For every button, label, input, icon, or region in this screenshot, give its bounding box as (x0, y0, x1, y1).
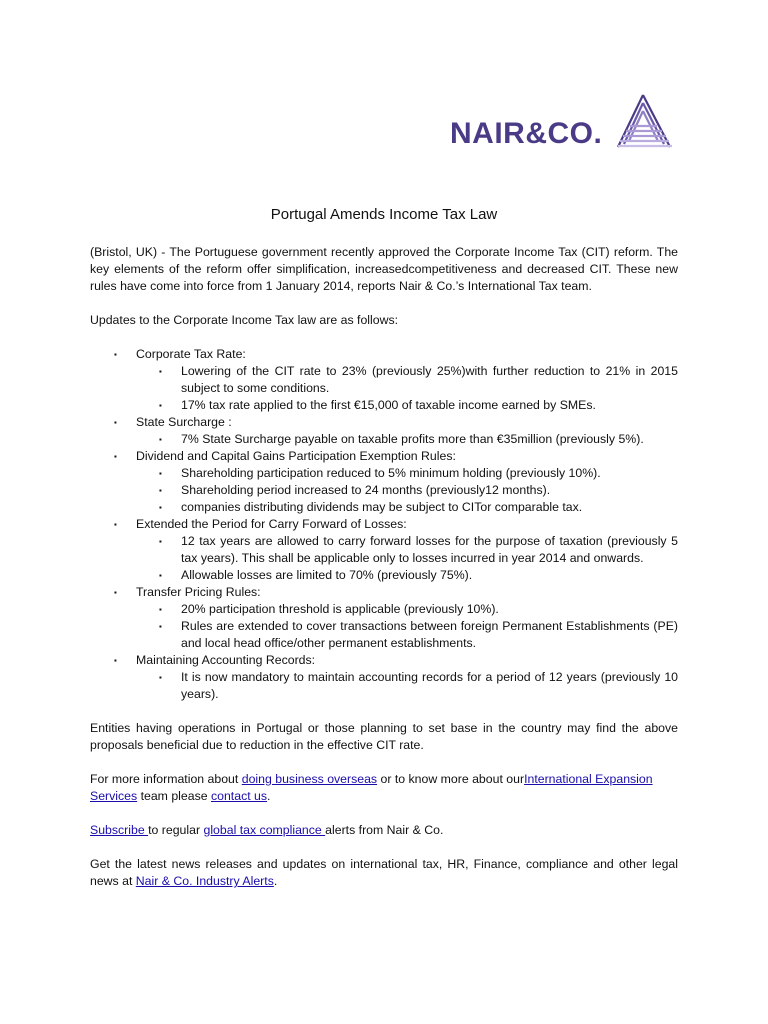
company-logo (450, 88, 690, 158)
square-bullet-icon: ▪ (159, 571, 162, 580)
list-item (136, 669, 678, 703)
more-info-paragraph (90, 771, 678, 805)
sub-item-text: Shareholding period increased to 24 months (previously12 months). (181, 483, 551, 497)
square-bullet-icon: ▪ (159, 367, 162, 376)
intro-paragraph: (Bristol, UK) - The Portuguese government recently approved the Corporate Income Tax (CIT) reform. The key elements of the reform offer simplification, increasedcompetitiveness and decreased CIT. These new rules have come into force from 1 January 2014, reports Nair & Co.’s International Tax team. (90, 245, 678, 293)
list-item (136, 618, 678, 652)
sub-list (136, 601, 678, 652)
list-item (90, 516, 678, 584)
square-bullet-icon: ▪ (114, 588, 117, 597)
sub-item-text: 20% participation threshold is applicable (previously 10%). (181, 602, 499, 616)
list-item (136, 499, 678, 516)
subscribe-text: alerts from Nair & Co. (325, 823, 444, 837)
logo-wordmark: NAIR&CO. (450, 117, 603, 150)
sub-item-text: Allowable losses are limited to 70% (previously 75%). (181, 568, 473, 582)
international-expansion-services-link[interactable]: International Expansion Services (90, 772, 653, 803)
square-bullet-icon: ▪ (159, 673, 162, 682)
square-bullet-icon: ▪ (159, 401, 162, 410)
sub-item-text: 12 tax years are allowed to carry forward losses for the purpose of taxation (previously 5 tax years). This shall be applicable only to losses incurred in year 2014 and onwards. (181, 534, 678, 565)
sub-item-text: Shareholding participation reduced to 5% minimum holding (previously 10%). (181, 466, 601, 480)
sub-item-text: Lowering of the CIT rate to 23% (previously 25%)with further reduction to 21% in 2015 subject to some conditions. (181, 364, 678, 395)
sub-list (136, 533, 678, 584)
section-heading: Transfer Pricing Rules: (136, 585, 261, 599)
more-info-text: or to know more about our (377, 772, 525, 786)
section-heading: Extended the Period for Carry Forward of Losses: (136, 517, 407, 531)
square-bullet-icon: ▪ (114, 520, 117, 529)
list-item (136, 465, 678, 482)
updates-lead: Updates to the Corporate Income Tax law are as follows: (90, 313, 399, 327)
list-item (136, 482, 678, 499)
square-bullet-icon: ▪ (114, 656, 117, 665)
latest-news-text: Get the latest news releases and updates on international tax, HR, Finance, compliance and other legal news at (90, 857, 678, 888)
list-item (136, 397, 678, 414)
more-info-text: For more information about (90, 772, 242, 786)
list-item (90, 584, 678, 652)
list-item (136, 601, 678, 618)
list-item (90, 448, 678, 516)
contact-us-link[interactable]: contact us (210, 789, 268, 803)
more-info-text: team please (137, 789, 211, 803)
subscribe-paragraph (90, 822, 678, 839)
document-body (90, 244, 678, 890)
sub-list (136, 669, 678, 703)
square-bullet-icon: ▪ (114, 350, 117, 359)
list-item (136, 363, 678, 397)
sub-item-text: It is now mandatory to maintain accounting records for a period of 12 years (previously 10 years). (181, 670, 678, 701)
sub-item-text: Rules are extended to cover transactions between foreign Permanent Establishments (PE) and local head office/other permanent establishments. (181, 619, 678, 650)
square-bullet-icon: ▪ (114, 452, 117, 461)
square-bullet-icon: ▪ (159, 537, 162, 546)
subscribe-link[interactable]: Subscribe (90, 823, 149, 837)
section-heading: Maintaining Accounting Records: (136, 653, 316, 667)
list-item (136, 431, 678, 448)
list-item (136, 567, 678, 584)
list-item (136, 533, 678, 567)
list-item (90, 414, 678, 448)
sub-item-text: companies distributing dividends may be subject to CITor comparable tax. (181, 500, 583, 514)
section-heading: Corporate Tax Rate: (136, 347, 246, 361)
square-bullet-icon: ▪ (159, 605, 162, 614)
sub-item-text: 17% tax rate applied to the first €15,000 of taxable income earned by SMEs. (181, 398, 596, 412)
square-bullet-icon: ▪ (159, 622, 162, 631)
subscribe-text: to regular (148, 823, 204, 837)
latest-news-paragraph (90, 856, 678, 890)
updates-list (90, 346, 678, 703)
section-heading: State Surcharge : (136, 415, 232, 429)
square-bullet-icon: ▪ (159, 503, 162, 512)
more-info-text: . (267, 789, 271, 803)
entities-paragraph: Entities having operations in Portugal or those planning to set base in the country may find the above proposals beneficial due to reduction in the effective CIT rate. (90, 721, 678, 752)
square-bullet-icon: ▪ (159, 469, 162, 478)
doing-business-overseas-link[interactable]: doing business overseas (241, 772, 378, 786)
list-item (90, 346, 678, 414)
global-tax-compliance-link[interactable]: global tax compliance (203, 823, 326, 837)
sub-list (136, 465, 678, 516)
square-bullet-icon: ▪ (159, 486, 162, 495)
industry-alerts-link[interactable]: Nair & Co. Industry Alerts (135, 874, 274, 888)
sub-list (136, 431, 678, 448)
square-bullet-icon: ▪ (159, 435, 162, 444)
sub-item-text: 7% State Surcharge payable on taxable profits more than €35million (previously 5%). (181, 432, 644, 446)
document-title: Portugal Amends Income Tax Law (270, 206, 498, 223)
logo-pyramid-icon (612, 91, 680, 153)
square-bullet-icon: ▪ (114, 418, 117, 427)
section-heading: Dividend and Capital Gains Participation Exemption Rules: (136, 449, 456, 463)
latest-news-text: . (273, 874, 278, 888)
list-item (90, 652, 678, 703)
sub-list (136, 363, 678, 414)
